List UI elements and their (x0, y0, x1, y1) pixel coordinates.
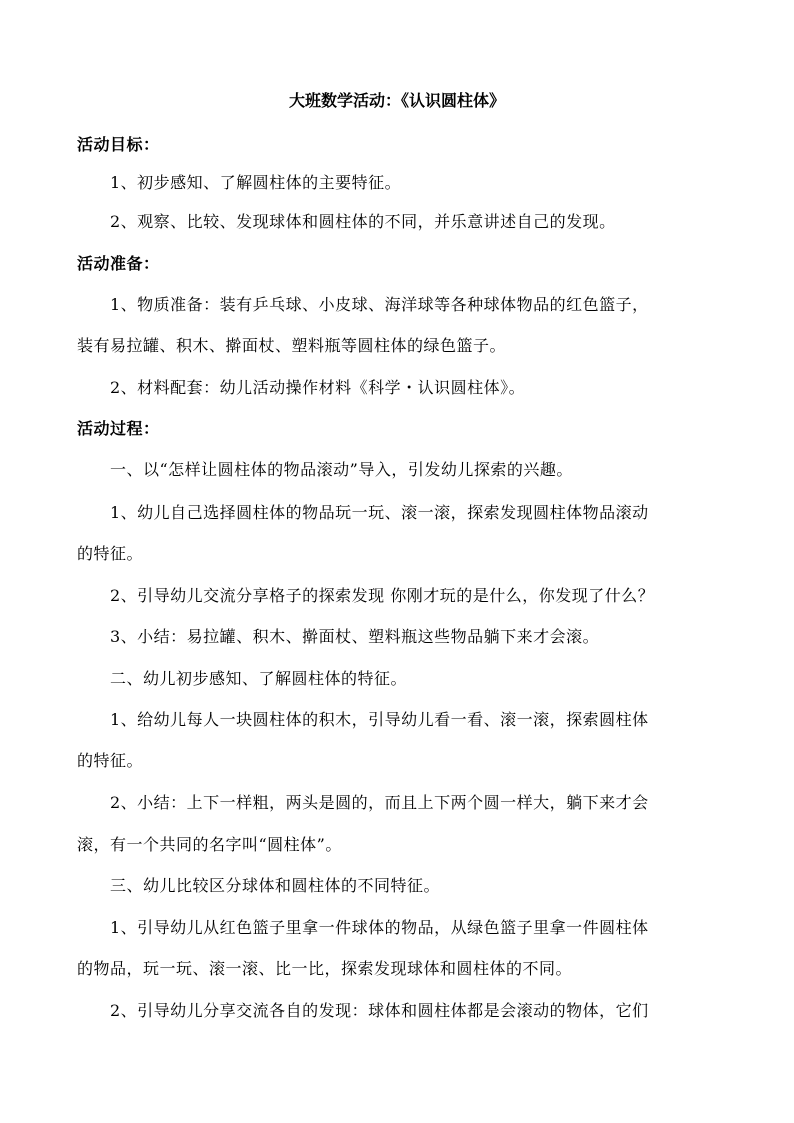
document-title: 大班数学活动：《认识圆柱体》 (288, 91, 505, 110)
paragraph-line: 2、引导幼儿分享交流各自的发现：球体和圆柱体都是会滚动的物体，它们 (110, 1001, 649, 1020)
paragraph-line: 1、幼儿自己选择圆柱体的物品玩一玩、滚一滚，探索发现圆柱体物品滚动 (110, 503, 649, 522)
paragraph-line: 1、初步感知、了解圆柱体的主要特征。 (110, 173, 402, 192)
paragraph-line: 1、物质准备：装有乒乓球、小皮球、海洋球等各种球体物品的红色篮子， (110, 295, 649, 314)
paragraph-line: 一、以“怎样让圆柱体的物品滚动”导入，引发幼儿探索的兴趣。 (110, 460, 573, 479)
paragraph-line: 二、幼儿初步感知、了解圆柱体的特征。 (110, 669, 408, 688)
paragraph-line: 滚，有一个共同的名字叫“圆柱体”。 (77, 835, 342, 854)
paragraph-line: 3、小结：易拉罐、积木、擀面杖、塑料瓶这些物品躺下来才会滚。 (110, 627, 600, 646)
paragraph-line: 的特征。 (77, 751, 144, 770)
paragraph-line: 2、小结：上下一样粗，两头是圆的，而且上下两个圆一样大，躺下来才会 (110, 793, 649, 812)
section-heading-goals: 活动目标： (77, 135, 160, 154)
paragraph-line: 1、给幼儿每人一块圆柱体的积木，引导幼儿看一看、滚一滚，探索圆柱体 (110, 710, 649, 729)
paragraph-line: 2、引导幼儿交流分享格子的探索发现 你刚才玩的是什么，你发现了什么？ (110, 586, 655, 605)
paragraph-line: 1、引导幼儿从红色篮子里拿一件球体的物品，从绿色篮子里拿一件圆柱体 (110, 918, 649, 937)
paragraph-line: 的特征。 (77, 544, 144, 563)
paragraph-line: 2、材料配套：幼儿活动操作材料《科学・认识圆柱体》。 (110, 378, 526, 397)
section-heading-process: 活动过程： (77, 419, 160, 438)
paragraph-line: 装有易拉罐、积木、擀面杖、塑料瓶等圆柱体的绿色篮子。 (77, 336, 507, 355)
paragraph-line: 的物品，玩一玩、滚一滚、比一比，探索发现球体和圆柱体的不同。 (77, 959, 573, 978)
paragraph-line: 2、观察、比较、发现球体和圆柱体的不同，并乐意讲述自己的发现。 (110, 212, 616, 231)
paragraph-line: 三、幼儿比较区分球体和圆柱体的不同特征。 (110, 876, 441, 895)
section-heading-preparation: 活动准备： (77, 254, 160, 273)
